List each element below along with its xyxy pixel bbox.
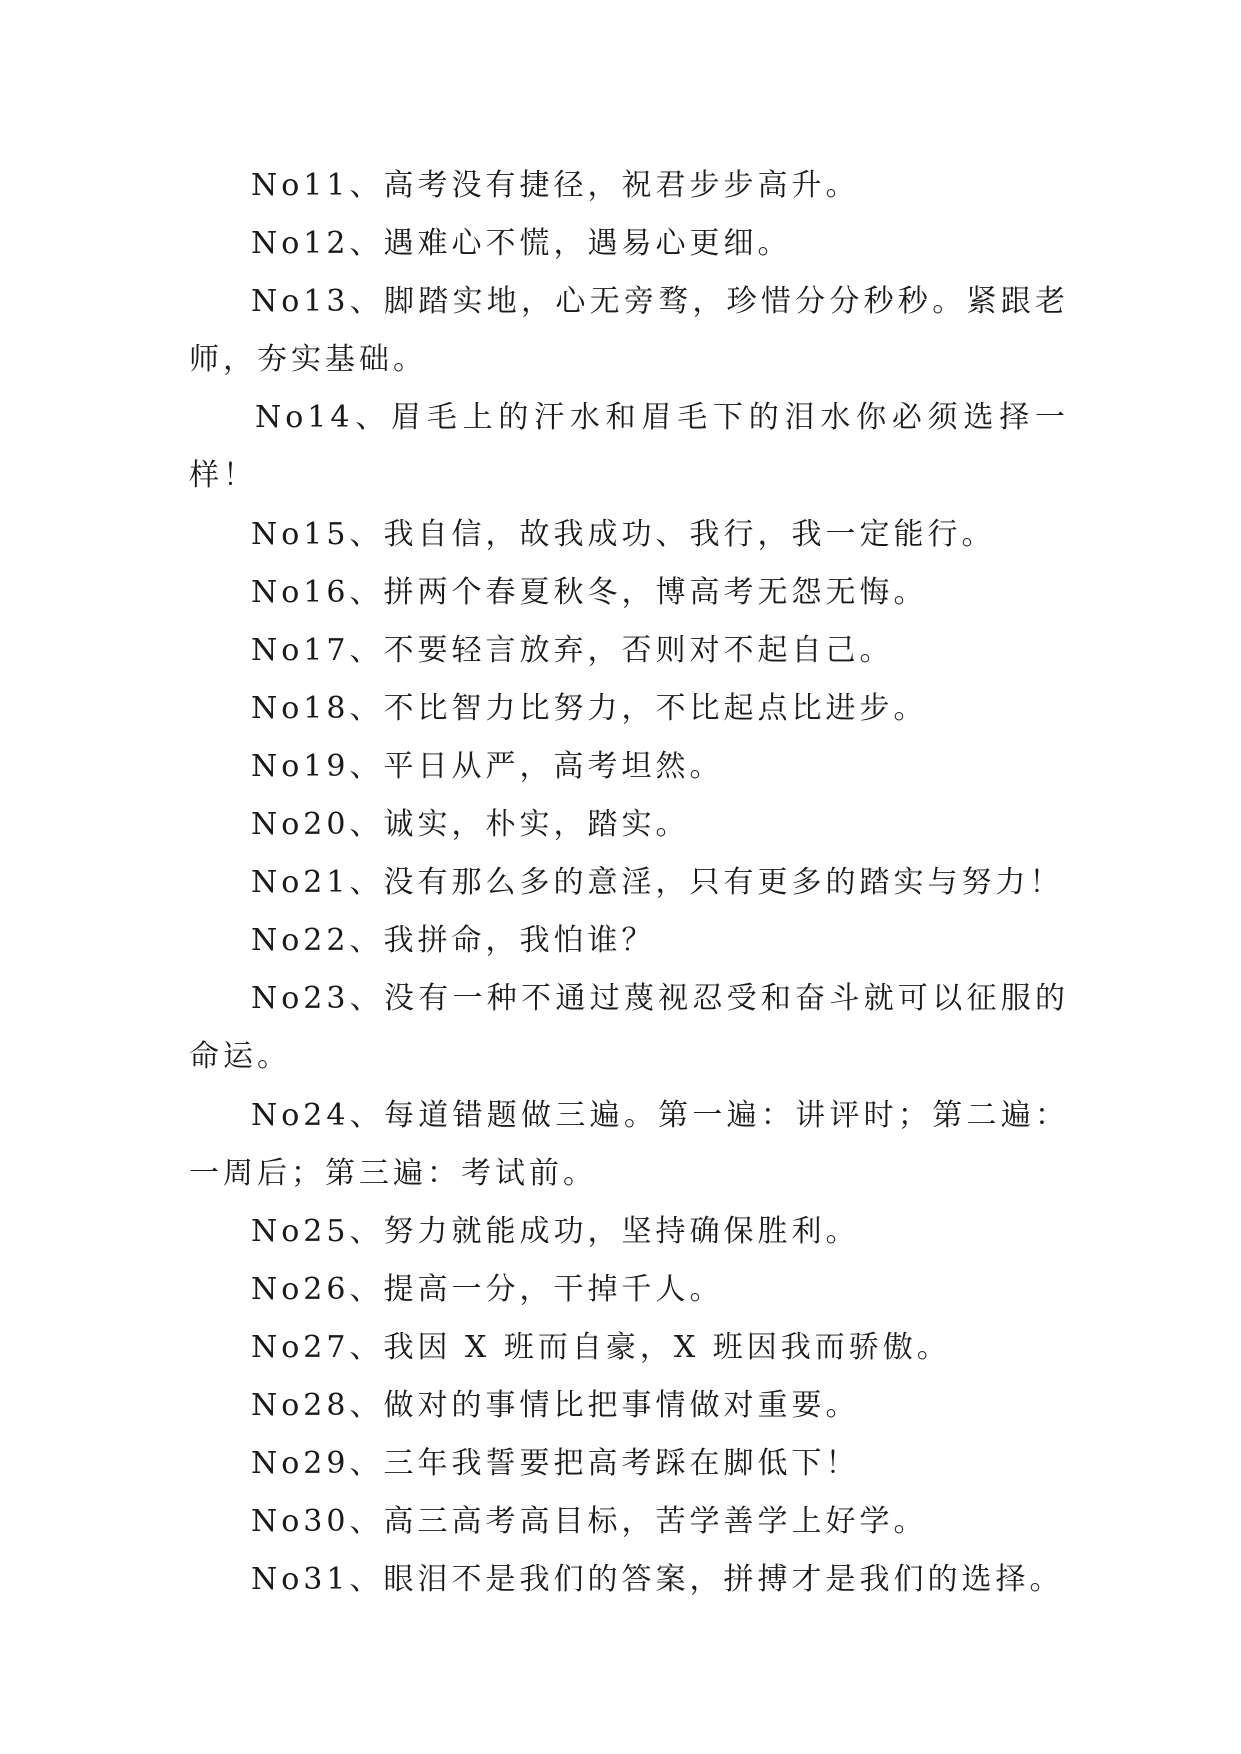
motto-paragraph: No24、每道错题做三遍。第一遍：讲评时；第二遍：一周后；第三遍：考试前。 — [189, 1097, 1069, 1191]
motto-paragraph: No30、高三高考高目标，苦学善学上好学。 — [251, 1504, 928, 1540]
motto-paragraph: No20、诚实，朴实，踏实。 — [251, 807, 690, 843]
motto-paragraph: No26、提高一分，干掉千人。 — [251, 1271, 724, 1307]
motto-paragraph: No29、三年我誓要把高考踩在脚低下！ — [251, 1446, 860, 1482]
motto-paragraph: No22、我拼命，我怕谁？ — [251, 923, 656, 959]
motto-paragraph: No16、拼两个春夏秋冬，博高考无怨无悔。 — [251, 574, 928, 610]
motto-paragraph: No13、脚踏实地，心无旁骛，珍惜分分秒秒。紧跟老师，夯实基础。 — [189, 284, 1069, 378]
motto-paragraph: No15、我自信，故我成功、我行，我一定能行。 — [251, 516, 996, 552]
motto-paragraph: No14、眉毛上的汗水和眉毛下的泪水你必须选择一样！ — [189, 400, 1069, 494]
motto-paragraph: No27、我因 X 班而自豪，X 班因我而骄傲。 — [251, 1329, 951, 1365]
motto-paragraph: No17、不要轻言放弃，否则对不起自己。 — [251, 632, 894, 668]
motto-paragraph: No18、不比智力比努力，不比起点比进步。 — [251, 690, 928, 726]
motto-paragraph: No23、没有一种不通过蔑视忍受和奋斗就可以征服的命运。 — [189, 981, 1069, 1075]
motto-paragraph: No19、平日从严，高考坦然。 — [251, 748, 724, 784]
motto-list — [189, 157, 1069, 1609]
motto-paragraph: No28、做对的事情比把事情做对重要。 — [251, 1387, 860, 1423]
motto-paragraph: No25、努力就能成功，坚持确保胜利。 — [251, 1213, 860, 1249]
motto-paragraph: No31、眼泪不是我们的答案，拼搏才是我们的选择。 — [251, 1562, 1064, 1598]
motto-paragraph: No11、高考没有捷径，祝君步步高升。 — [251, 168, 860, 203]
motto-paragraph: No21、没有那么多的意淫，只有更多的踏实与努力！ — [251, 865, 1064, 901]
motto-paragraph: No12、遇难心不慌，遇易心更细。 — [251, 226, 792, 262]
